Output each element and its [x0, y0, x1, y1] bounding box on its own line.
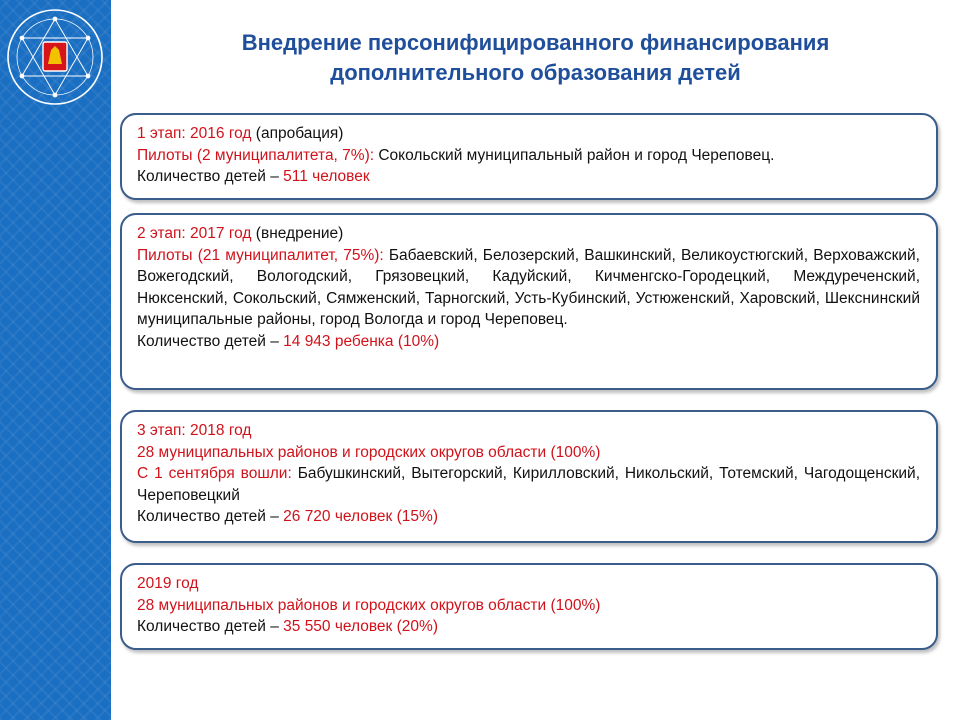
stage-2-heading: 2 этап: 2017 год [137, 225, 252, 242]
page-title [111, 28, 960, 88]
stage-4-heading: 2019 год [137, 575, 199, 592]
stage-1-count-line [137, 166, 920, 188]
stage-4-count-value: 35 550 человек (20%) [283, 618, 438, 635]
stage-1-heading-line [137, 123, 920, 145]
stage-3-count-label: Количество детей – [137, 508, 279, 525]
stage-3-scope: 28 муниципальных районов и городских округов области (100%) [137, 443, 601, 461]
stage-2-count-value: 14 943 ребенка (10%) [283, 332, 440, 350]
stage-3-box [120, 410, 938, 543]
stage-2-heading-note: (внедрение) [255, 225, 344, 242]
stage-1-pilots-line [137, 145, 920, 167]
emblem-logo-icon [4, 6, 106, 108]
stage-3-joined-text: Бабушкинский, Вытегорский, Кирилловский, Никольский, Тотемский, Чагодощенский, Череповецкий [137, 465, 921, 504]
stage-1-box [120, 113, 938, 200]
stage-3-joined-label: С 1 сентября вошли: [137, 465, 292, 482]
sidebar-band [0, 0, 111, 720]
stage-2-heading-line [137, 223, 920, 245]
page-title-line-1: Внедрение персонифицированного финансирования [241, 30, 830, 55]
stage-2-count-label: Количество детей – [137, 332, 279, 350]
stage-2-pilots-text: Бабаевский, Белозерский, Вашкинский, Великоустюгский, Верховажский, Вожегодский, Вологодский, Грязовецкий, Кадуйский, Кичменгско-Городецкий, Междуреченский, Нюксенский, Сокольский, Сямженский, Тарногский, Усть-Кубинский, Устюженский, Харовский, Шекснинский муниципальные районы, город Вологда и город Череповец. [137, 246, 920, 328]
stage-1-pilots-text: Сокольский муниципальный район и город Череповец. [378, 146, 775, 164]
stage-1-count-label: Количество детей – [137, 168, 279, 185]
stage-4-box [120, 563, 938, 650]
stage-3-joined-paragraph [137, 463, 920, 506]
page-title-line-2: дополнительного образования детей [330, 60, 741, 85]
stage-4-count-label: Количество детей – [137, 618, 279, 635]
stage-2-pilots-label: Пилоты (21 муниципалитет, 75%): [137, 246, 384, 264]
stage-4-scope: 28 муниципальных районов и городских округов области (100%) [137, 596, 601, 614]
stage-2-box [120, 213, 938, 390]
stage-2-pilots-paragraph [137, 245, 920, 331]
stage-3-count-value: 26 720 человек (15%) [283, 508, 438, 525]
stage-3-count-line [137, 506, 920, 528]
stage-3-heading: 3 этап: 2018 год [137, 422, 252, 439]
stage-1-count-value: 511 человек [283, 168, 370, 185]
stage-2-count-line [137, 331, 920, 353]
stage-1-heading: 1 этап: 2016 год [137, 125, 252, 142]
stage-4-count-line [137, 616, 920, 638]
stage-1-heading-note: (апробация) [255, 125, 344, 142]
stage-1-pilots-label: Пилоты (2 муниципалитета, 7%): [137, 146, 375, 164]
